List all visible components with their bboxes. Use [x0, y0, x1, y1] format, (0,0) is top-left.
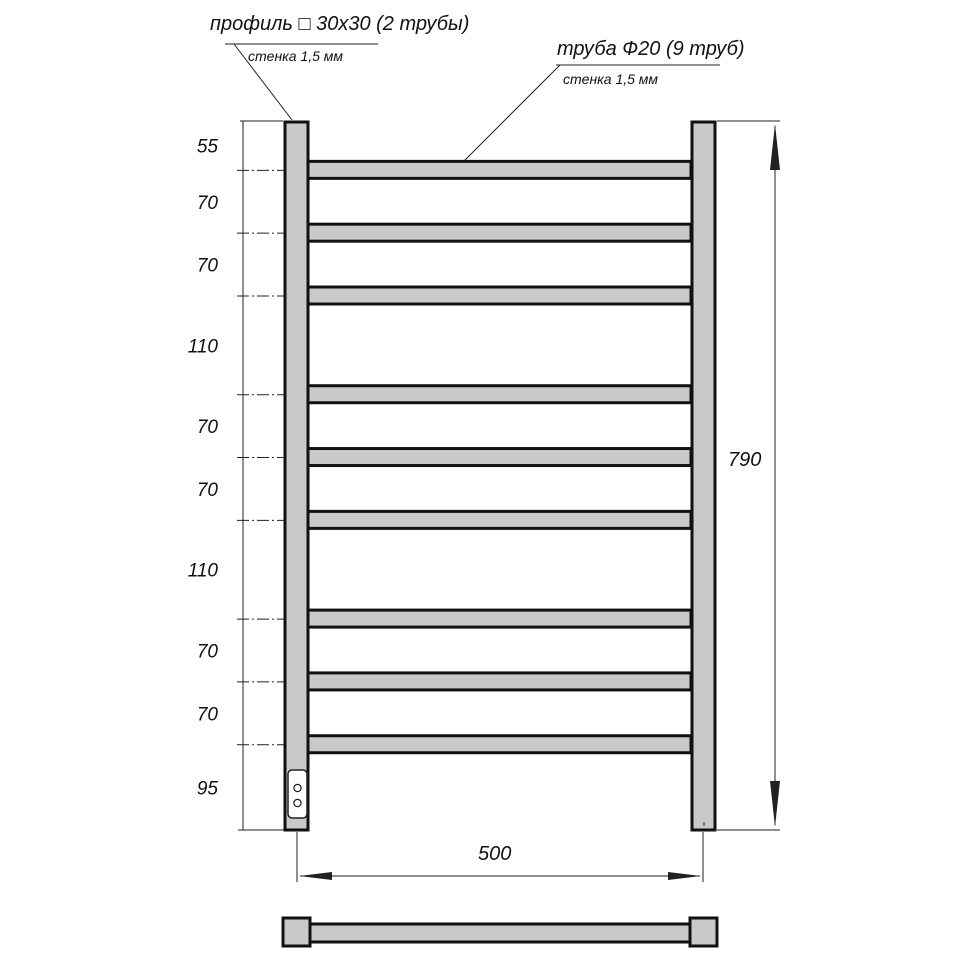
rail-9 [308, 736, 691, 753]
spacing-label-7: 110 [187, 560, 218, 582]
spacing-label-1: 55 [196, 136, 218, 158]
spacing-label-5: 70 [196, 417, 218, 439]
height-arrow-top [770, 124, 780, 170]
connector-hole-bottom [294, 799, 301, 806]
pipe-leader-line [463, 65, 560, 162]
spacing-label-2: 70 [196, 192, 218, 214]
top-view-left-profile [283, 918, 310, 946]
rail-1 [308, 161, 691, 178]
rails [308, 161, 691, 752]
spacing-labels [188, 137, 219, 800]
right-profile [692, 122, 715, 830]
rail-7 [308, 610, 691, 627]
spacing-label-8: 70 [196, 641, 218, 663]
rail-2 [308, 224, 691, 241]
top-view-pipe [310, 924, 690, 942]
left-profile [285, 122, 308, 830]
height-arrow-bottom [770, 781, 780, 827]
connector-hole-top [294, 784, 301, 791]
width-label: 500 [478, 843, 512, 865]
spacing-label-3: 70 [196, 255, 218, 277]
profile-wall-label: стенка 1,5 мм [248, 48, 343, 64]
spacing-label-6: 70 [196, 479, 218, 501]
spacing-label-10: 95 [196, 778, 218, 800]
height-label: 790 [728, 449, 762, 471]
spacing-label-4: 110 [187, 336, 218, 358]
rail-3 [308, 287, 691, 304]
pipe-wall-label: стенка 1,5 мм [563, 71, 658, 87]
profile-label: профиль □ 30x30 (2 трубы) [210, 13, 470, 35]
width-arrow-left [299, 872, 332, 880]
width-arrow-right [668, 872, 701, 880]
pipe-label: труба Ф20 (9 труб) [557, 38, 745, 60]
top-view-right-profile [690, 918, 717, 946]
connector-plate [288, 770, 307, 818]
rail-5 [308, 449, 691, 466]
rail-4 [308, 386, 691, 403]
spacing-label-9: 70 [196, 704, 218, 726]
rail-8 [308, 673, 691, 690]
rail-6 [308, 511, 691, 528]
